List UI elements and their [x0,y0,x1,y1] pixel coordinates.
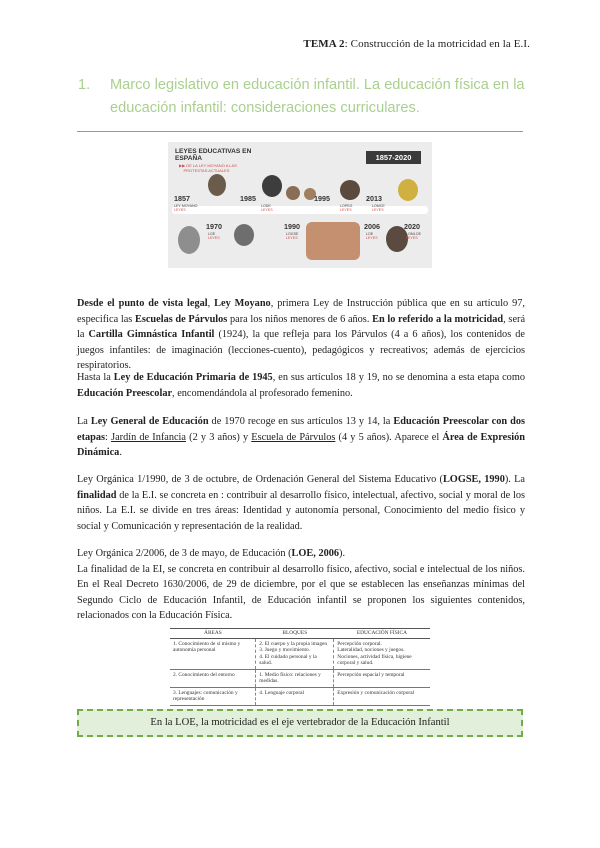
timeline-year: 1970 [206,222,222,231]
timeline-law: LOMCE LEYES [372,204,385,212]
laws-timeline-infographic [168,142,432,268]
portrait-icon [340,180,360,200]
timeline-law: LOMLOE LEYES [406,232,421,240]
table-cell: 1. Conocimiento de sí mismo y autonomía personal [170,638,256,669]
highlight-callout: En la LOE, la motricidad es el eje vertebrador de la Educación Infantil [77,709,523,737]
timeline-year: 1985 [240,194,256,203]
infographic-subtitle: ▶▶ DE LA LEY MOYANO A LAS PROTESTAS ACTUALES [179,163,237,173]
timeline-year: 1990 [284,222,300,231]
section-number: 1. [78,77,91,93]
timeline-law: LEY MOYANO LEYES [174,204,198,212]
table-row [170,669,430,687]
timeline-law: LOE LEYES [366,232,378,240]
portrait-icon [286,186,300,200]
timeline-bar [172,206,428,214]
timeline-year: 2020 [404,222,420,231]
paragraph-lge-1970: La Ley General de Educación de 1970 recoge en sus artículos 13 y 14, la Educación Preescolar con dos etapas: Jardín de Infancia (2 y 3 años) y Escuela de Párvulos (4 y 5 años). Aparece el Área de Expresión Dinámica. [77,416,525,459]
infographic-title: LEYES EDUCATIVAS EN ESPAÑA [175,148,252,162]
table-cell: 2. Conocimiento del entorno [170,669,256,687]
table-cell: 4. Lenguaje corporal [256,687,334,705]
title-divider [77,131,523,132]
paragraph-logse-1990: Ley Orgánica 1/1990, de 3 de octubre, de Ordenación General del Sistema Educativo (LOGSE, 1990). La finalidad de la E.I. se concreta en : contribuir al desarrollo físico, intelectual, afectivo, social y moral de los niños. La E.I. se divide en tres áreas: Identidad y autonomía personal, Conocimiento del medio físico y social y Comunicación y representación de la realidad. [77,474,525,532]
timeline-year: 1995 [314,194,330,203]
table-header: ÁREAS [170,629,256,639]
section-title-text: Marco legislativo en educación infantil. La educación física en la educación infantil: consideraciones curriculares. [110,77,525,116]
timeline-law: LODE LEYES [261,204,273,212]
infographic-range: 1857-2020 [366,151,421,164]
portrait-icon [398,179,418,201]
table-cell: Percepción espacial y temporal [334,669,430,687]
portrait-icon [178,226,200,254]
timeline-year: 1857 [174,194,190,203]
table-cell: 3. Lenguajes: comunicación y representación [170,687,256,705]
moyano-portrait-icon [208,174,226,196]
portrait-icon [262,175,282,197]
timeline-law: LOPEG LEYES [340,204,353,212]
paragraph-loe-2006: Ley Orgánica 2/2006, de 3 de mayo, de Educación (LOE, 2006). La finalidad de la EI, se concreta en contribuir al desarrollo físico, afectivo, social e intelectual de los niños. En el Real Decreto 1630/2006, de 29 de diciembre, por el que se establecen las enseñanzas mínimas del Segundo Ciclo de Educación Infantil, de Educación infantil se proponen los siguientes contenidos, relacionados con la Educación Física. [77,548,525,622]
timeline-law: LOGSE LEYES [286,232,299,240]
section-title [78,74,542,120]
timeline-year: 2006 [364,222,380,231]
protest-crowd-icon [306,222,360,260]
table-cell: Expresión y comunicación corporal [334,687,430,705]
timeline-year: 2013 [366,194,382,203]
paragraph-ley-moyano: Desde el punto de vista legal, Ley Moyano, primera Ley de Instrucción pública que en su artículo 97, especifica las Escuelas de Párvulos para los niños menores de 6 años. En lo referido a la motricidad, será la Cartilla Gimnástica Infantil (1924), la que refleja para los Párvulos (4 a 6 años), los contenidos de juegos infantiles: de imaginación (lecciones-cuento), pedagógicos y recreativos; además de ejercicios respiratorios. [77,298,526,372]
table-cell: Percepción corporal. Lateralidad, nociones y juegos. Nociones, actividad física, higiene corporal y salud. [334,638,430,669]
table-cell: 2. El cuerpo y la propia imagen 3. Juego y movimiento. 4. El cuidado personal y la salud. [256,638,334,669]
table-cell: 1. Medio físico: relaciones y medidas. [256,669,334,687]
paragraph-ley-1945: Hasta la Ley de Educación Primaria de 1945, en sus artículos 18 y 19, no se denomina a esta etapa como Educación Preescolar, encomendándola al profesorado femenino. [77,372,525,399]
areas-table [170,628,430,706]
table-header-row [170,629,430,639]
table-row [170,687,430,705]
table-row [170,638,430,669]
table-header: EDUCACIÓN FÍSICA [334,629,430,639]
portrait-icon [234,224,254,246]
table-header: BLOQUES [256,629,334,639]
page-header: TEMA 2: Construcción de la motricidad en la E.I. [303,38,530,50]
timeline-law: LGE LEYES [208,232,220,240]
